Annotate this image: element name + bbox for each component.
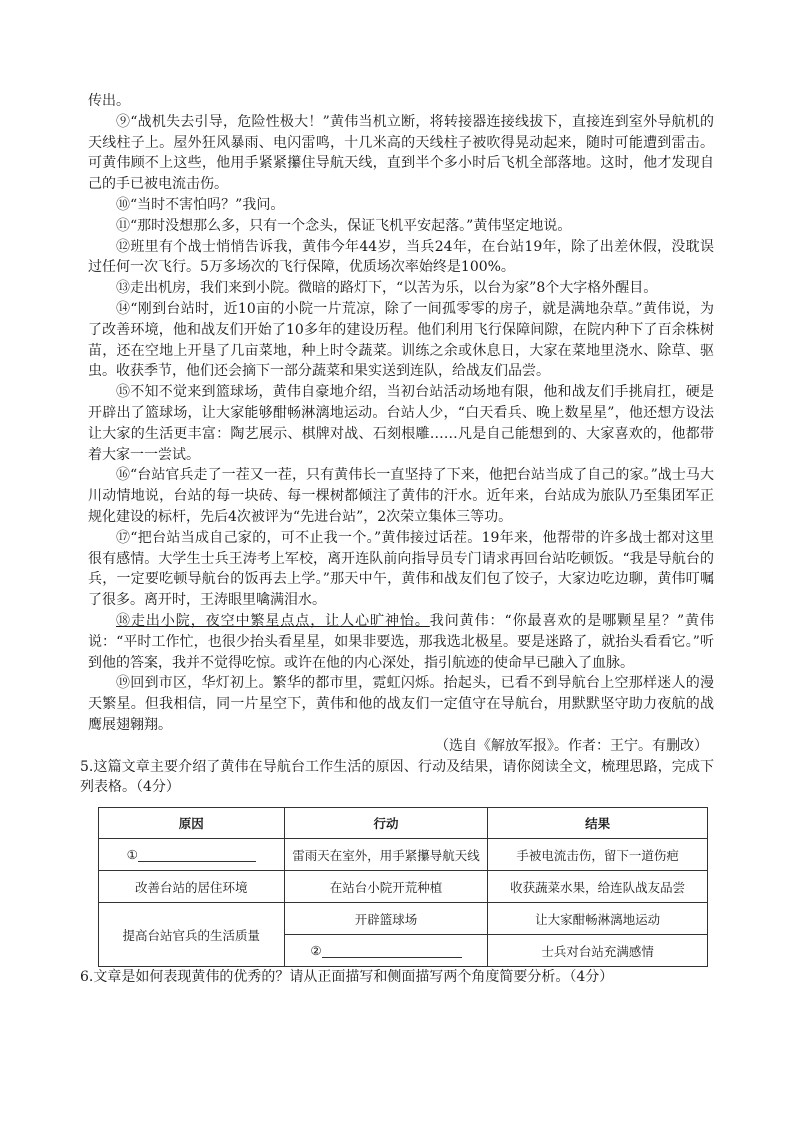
article-paragraph: ⑰“把台站当成自己家的，可不止我一个。”黄伟接过话茬。19年来，他帮带的许多战士都对这里很有感情。大学生士兵王涛考上军校，离开连队前向指导员专门请求再回台站吃顿饭。“我是导航台的兵，一定要吃顿导航台的饭再去上学。”那天中午，黄伟和战友们包了饺子，大家边吃边聊，黄伟叮嘱了很多。离开时，王涛眼里噙满泪水。 bbox=[88, 529, 714, 609]
blank-marker: ② bbox=[310, 943, 322, 959]
table-row bbox=[99, 839, 708, 871]
article-paragraph: ⑭“刚到台站时，近10亩的小院一片荒凉，除了一间孤零零的房子，就是满地杂草。”黄伟说，为了改善环境，他和战友们开始了10多年的建设历程。他们利用飞行保障间隙，在院内种下了百余株树苗，还在空地上开垦了几亩菜地，种上时令蔬菜。训练之余或休息日，大家在菜地里浇水、除草、驱虫。收获季节，他们还会摘下一部分蔬菜和果实送到连队，给战友们品尝。 bbox=[88, 300, 714, 380]
table-cell: 士兵对台站充满感情 bbox=[488, 935, 708, 967]
header-result: 结果 bbox=[488, 808, 708, 839]
answer-blank-1[interactable] bbox=[99, 839, 285, 871]
table-cell: 在站台小院开荒种植 bbox=[284, 871, 488, 903]
article-source: （选自《解放军报》。作者：王宁。有删改） bbox=[435, 737, 708, 754]
exam-page bbox=[80, 91, 714, 988]
header-cause: 原因 bbox=[99, 808, 285, 839]
table-cell: 改善台站的居住环境 bbox=[99, 871, 285, 903]
article-paragraph: ⑩“当时不害怕吗？”我问。 bbox=[116, 196, 285, 213]
underlined-sentence: ⑱走出小院，夜空中繁星点点，让人心旷神怡。 bbox=[116, 612, 430, 629]
fill-line bbox=[138, 849, 256, 862]
blank-marker: ① bbox=[126, 847, 138, 863]
table-cell: 开辟篮球场 bbox=[284, 903, 488, 935]
article-body bbox=[88, 91, 714, 757]
article-paragraph: ⑯“台站官兵走了一茬又一茬，只有黄伟长一直坚持了下来，他把台站当成了自己的家。”战士马大川动情地说，台站的每一块砖、每一棵树都倾注了黄伟的汗水。近年来，台站成为旅队乃至集团军正规化建设的标杆，先后4次被评为“先进台站”，2次荣立集体三等功。 bbox=[88, 467, 714, 525]
answer-table bbox=[98, 807, 708, 967]
article-paragraph: ⑫班里有个战士悄悄告诉我，黄伟今年44岁，当兵24年，在台站19年，除了出差休假，没耽误过任何一次飞行。5万多场次的飞行保障，优质场次率始终是100%。 bbox=[88, 238, 714, 276]
article-paragraph-18 bbox=[88, 611, 714, 673]
article-paragraph: ⑨“战机失去引导，危险性极大！”黄伟当机立断，将转接器连接线拔下，直接连到室外导航机的天线柱子上。屋外狂风暴雨、电闪雷鸣，十几米高的天线柱子被吹得晃动起来，随时可能遭到雷击。可黄伟顾不上这些，他用手紧紧攥住导航天线，直到半个多小时后飞机全部落地。这时，他才发现自己的手已被电流击伤。 bbox=[88, 113, 714, 193]
table-cell: 提高台站官兵的生活质量 bbox=[99, 903, 285, 967]
article-paragraph: 传出。 bbox=[88, 93, 130, 109]
table-cell: 让大家酣畅淋漓地运动 bbox=[488, 903, 708, 935]
article-paragraph: ⑬走出机房，我们来到小院。微暗的路灯下，“以苦为乐，以台为家”8个大字格外醒目。 bbox=[116, 280, 658, 297]
table-cell: 手被电流击伤，留下一道伤疤 bbox=[488, 839, 708, 871]
table-cell: 收获蔬菜水果，给连队战友品尝 bbox=[488, 871, 708, 903]
answer-blank-2[interactable] bbox=[284, 935, 488, 967]
table-row bbox=[99, 871, 708, 903]
table-row bbox=[99, 903, 708, 935]
table-cell: 雷雨天在室外，用手紧攥导航天线 bbox=[284, 839, 488, 871]
article-paragraph: ⑮不知不觉来到篮球场，黄伟自豪地介绍，当初台站活动场地有限，他和战友们手挑肩扛，硬是开辟出了篮球场，让大家能够酣畅淋漓地运动。台站人少，“白天看兵、晚上数星星”，他还想方设法让大家的生活更丰富：陶艺展示、棋牌对战、石刻根雕……凡是自己能想到的、大家喜欢的，他都带着大家一一尝试。 bbox=[88, 384, 714, 463]
table-header-row bbox=[99, 808, 708, 839]
header-action: 行动 bbox=[284, 808, 488, 839]
article-paragraph: ⑪“那时没想那么多，只有一个念头，保证飞机平安起落。”黄伟坚定地说。 bbox=[116, 217, 572, 234]
article-paragraph: ⑲回到市区，华灯初上。繁华的都市里，霓虹闪烁。抬起头，已看不到导航台上空那样迷人的漫天繁星。但我相信，同一片星空下，黄伟和他的战友们一定值守在导航台，用默默坚守助力夜航的战鹰展翅翱翔。 bbox=[88, 675, 714, 733]
fill-line bbox=[322, 945, 462, 958]
question-5-text: 5.这篇文章主要介绍了黄伟在导航台工作生活的原因、行动及结果，请你阅读全文，梳理思路，完成下列表格。（4分） bbox=[80, 758, 714, 796]
question-6-text: 6.文章是如何表现黄伟的优秀的？请从正面描写和侧面描写两个角度简要分析。（4分） bbox=[80, 969, 614, 986]
paragraph-text: 我问黄伟：“你最喜欢的是哪颗星星？”黄伟说：“平时工作忙，也很少抬头看星星，如果非要选，那我选北极星。要是迷路了，就抬头看看它。”听到他的答案，我并不觉得吃惊。或许在他的内心深处，指引航迹的使命早已融入了血脉。 bbox=[88, 612, 714, 671]
